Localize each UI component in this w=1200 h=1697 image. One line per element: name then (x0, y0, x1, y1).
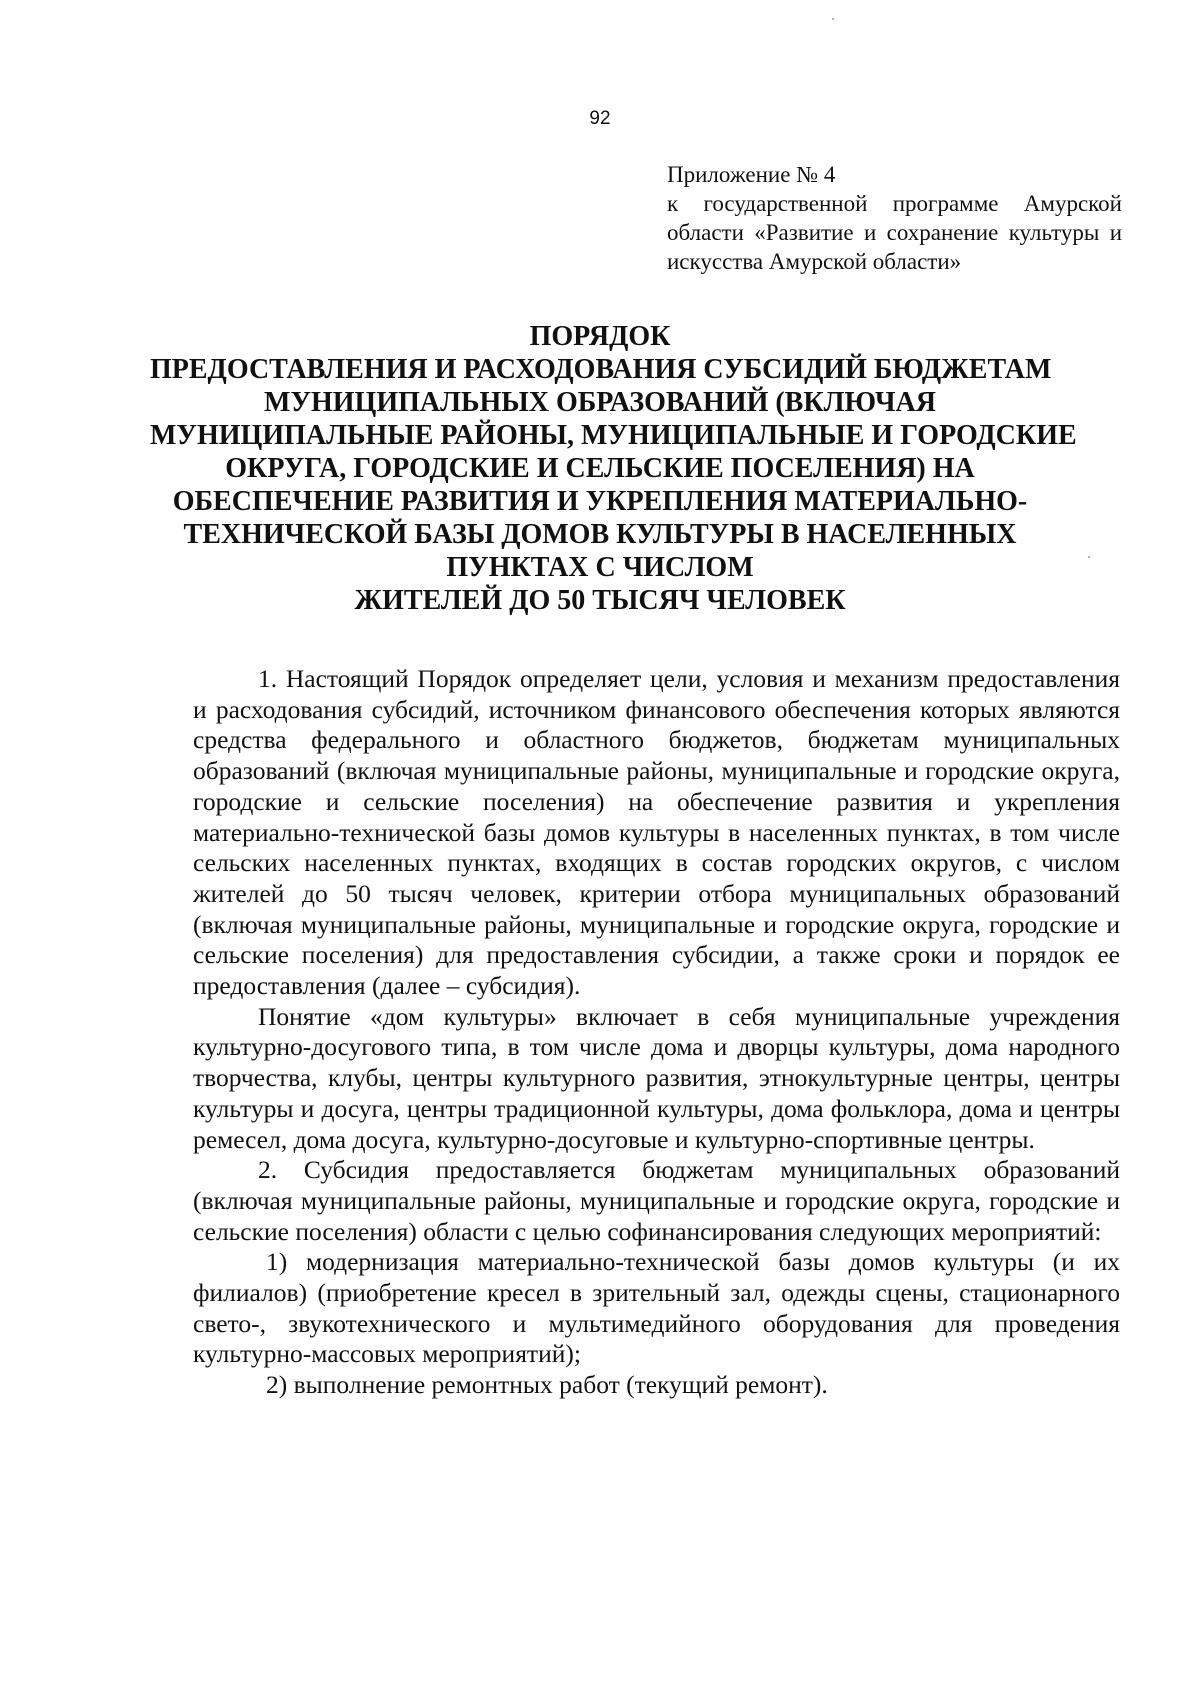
title-line: ТЕХНИЧЕСКОЙ БАЗЫ ДОМОВ КУЛЬТУРЫ В НАСЕЛЕННЫХ (183, 519, 1017, 550)
title-line: ПОРЯДОК (529, 321, 671, 352)
document-title (150, 320, 1077, 617)
appendix-block (667, 160, 1122, 276)
list-item-modernization: 1) модернизация материально-технической базы домов культуры (и их филиалов) (приобретение кресел в зрительный зал, одежды сцены, стационарного свето-, звукотехнического и мультимедийного оборудования для проведения культурно-массовых мероприятий); (193, 1247, 1120, 1369)
scan-speck (1088, 556, 1090, 558)
scan-speck (832, 18, 834, 20)
list-item-repair: 2) выполнение ремонтных работ (текущий ремонт). (266, 1370, 828, 1400)
page-number: 92 (589, 108, 611, 129)
title-line: ОБЕСПЕЧЕНИЕ РАЗВИТИЯ И УКРЕПЛЕНИЯ МАТЕРИАЛЬНО- (172, 486, 1028, 517)
appendix-line-3: области «Развитие и сохранение культуры и (667, 220, 1122, 245)
paragraph-2: 2. Субсидия предоставляется бюджетам муниципальных образований (включая муниципальные районы, муниципальные и городские округа, городские и сельские поселения) области с целью софинансирования следующих мероприятий: (193, 1155, 1120, 1246)
title-line: МУНИЦИПАЛЬНЫЕ РАЙОНЫ, МУНИЦИПАЛЬНЫЕ И ГОРОДСКИЕ (150, 420, 1077, 451)
title-line: МУНИЦИПАЛЬНЫХ ОБРАЗОВАНИЙ (ВКЛЮЧАЯ (264, 387, 936, 418)
title-line: ПУНКТАХ С ЧИСЛОМ (446, 552, 754, 583)
paragraph-1: 1. Настоящий Порядок определяет цели, условия и механизм предоставления и расходования субсидий, источником финансового обеспечения которых являются средства федерального и областного бюджетов, бюджетам муниципальных образований (включая муниципальные районы, муниципальные и городские округа, городские и сельские поселения) на обеспечение развития и укрепления материально-технической базы домов культуры в населенных пунктах, в том числе сельских населенных пунктах, входящих в состав городских округов, с числом жителей до 50 тысяч человек, критерии отбора муниципальных образований (включая муниципальные районы, муниципальные и городские округа, городские и сельские поселения) для предоставления субсидии, а также сроки и порядок ее предоставления (далее – субсидия). (193, 664, 1120, 1001)
paragraph-house-of-culture-definition: Понятие «дом культуры» включает в себя муниципальные учреждения культурно-досугового типа, в том числе дома и дворцы культуры, дома народного творчества, клубы, центры культурного развития, этнокультурные центры, центры культуры и досуга, центры традиционной культуры, дома фольклора, дома и центры ремесел, дома досуга, культурно-досуговые и культурно-спортивные центры. (193, 1001, 1120, 1154)
document-body (193, 664, 1120, 1401)
title-line: ОКРУГА, ГОРОДСКИЕ И СЕЛЬСКИЕ ПОСЕЛЕНИЯ) НА (225, 453, 975, 484)
appendix-line-2: к государственной программе Амурской (667, 191, 1122, 216)
title-line: ПРЕДОСТАВЛЕНИЯ И РАСХОДОВАНИЯ СУБСИДИЙ БЮДЖЕТАМ (150, 354, 1052, 385)
appendix-number: Приложение № 4 (667, 162, 836, 187)
appendix-line-4: искусства Амурской области» (667, 249, 962, 274)
title-line: ЖИТЕЛЕЙ ДО 50 ТЫСЯЧ ЧЕЛОВЕК (354, 585, 846, 616)
